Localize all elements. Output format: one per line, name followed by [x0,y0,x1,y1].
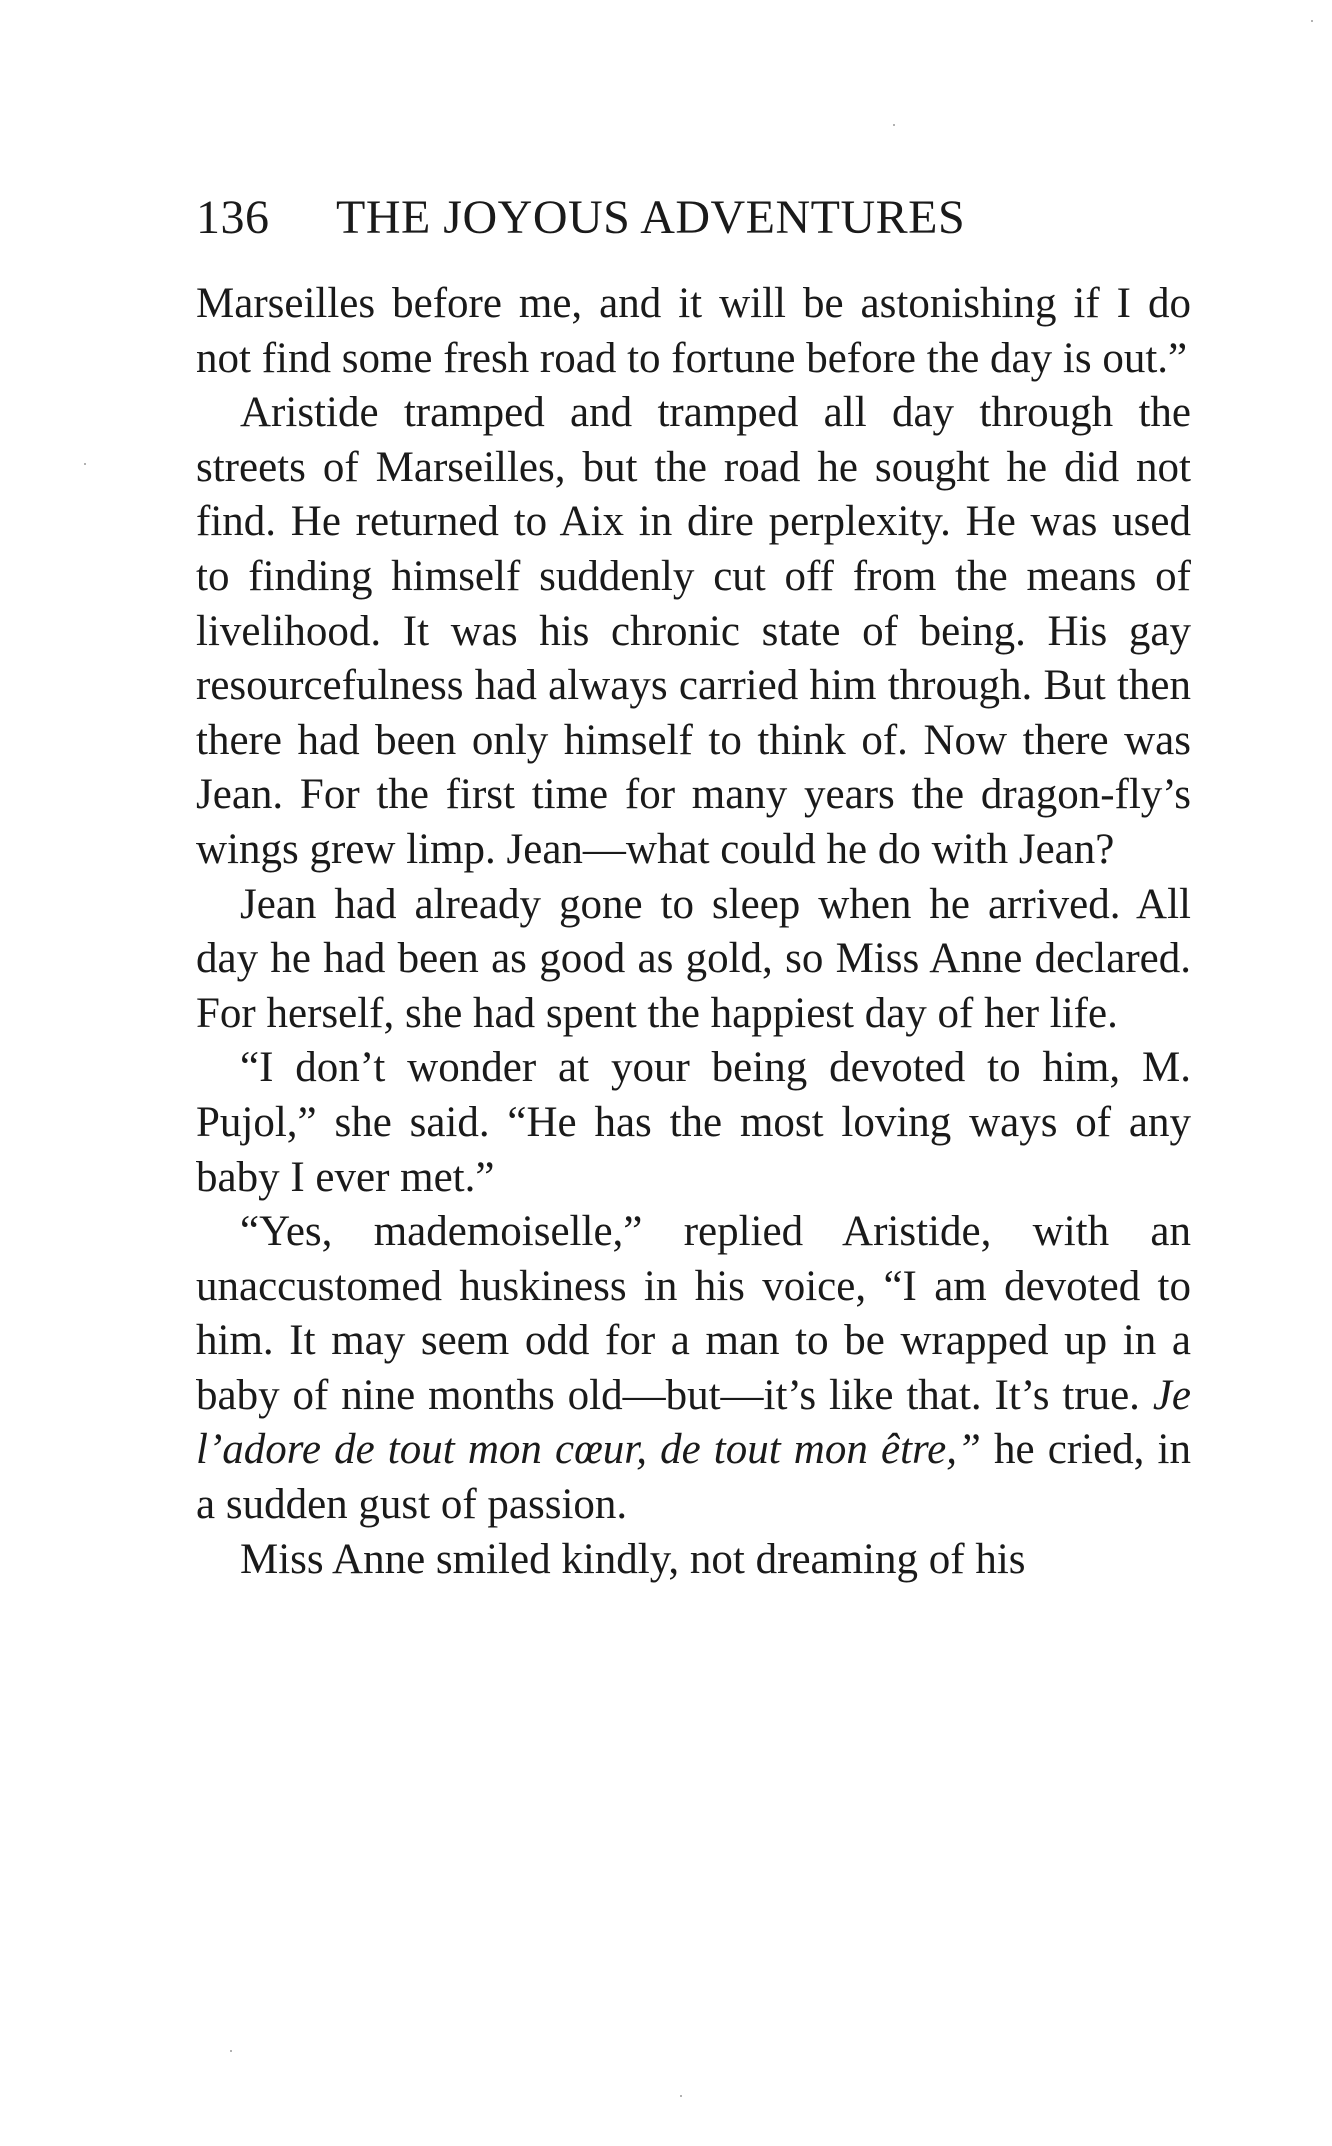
scan-speck [680,2095,682,2097]
paragraph-text: “Yes, mademoiselle,” replied Aristide, with an unaccustomed huskiness in his voice, “I am devoted to him. It may seem odd for a man to be wrapped up in a baby of nine months old—but—it’s like that. It’s true. [196,1208,1191,1419]
paragraph: Jean had already gone to sleep when he arrived. All day he had been as good as gold, so Miss Anne declared. For herself, she had spent the happiest day of her life. [196,880,1191,1037]
body-text [196,277,1191,1587]
scan-speck [1311,20,1313,22]
page-number: 136 [196,191,270,244]
paragraph [196,1205,1191,1533]
scan-speck [230,2050,232,2052]
running-head-title: THE JOYOUS ADVENTURES [336,191,966,244]
scan-speck [84,463,86,465]
paragraph: “I don’t wonder at your being devoted to him, M. Pujol,” she said. “He has the most loving ways of any baby I ever met.” [196,1044,1191,1201]
paragraph: Aristide tramped and tramped all day through the streets of Marseilles, but the road he sought he did not find. He returned to Aix in dire perplexity. He was used to finding himself suddenly cut off from the means of livelihood. It was his chronic state of being. His gay resourcefulness had always carried him through. But then there had been only himself to think of. Now there was Jean. For the first time for many years the dragon-fly’s wings grew limp. Jean—what could he do with Jean? [196,389,1191,873]
paragraph: Miss Anne smiled kindly, not dreaming of his [240,1535,1026,1583]
paragraph: Marseilles before me, and it will be astonishing if I do not find some fresh road to fortune before the day is out.” [196,280,1191,382]
paragraph-text: he cried, in a sudden gust of passion. [196,1426,1191,1529]
french-quotation: Je l’adore de tout mon cœur, de tout mon être,” [196,1371,1191,1474]
scan-speck [893,124,895,126]
running-head [196,188,1196,248]
